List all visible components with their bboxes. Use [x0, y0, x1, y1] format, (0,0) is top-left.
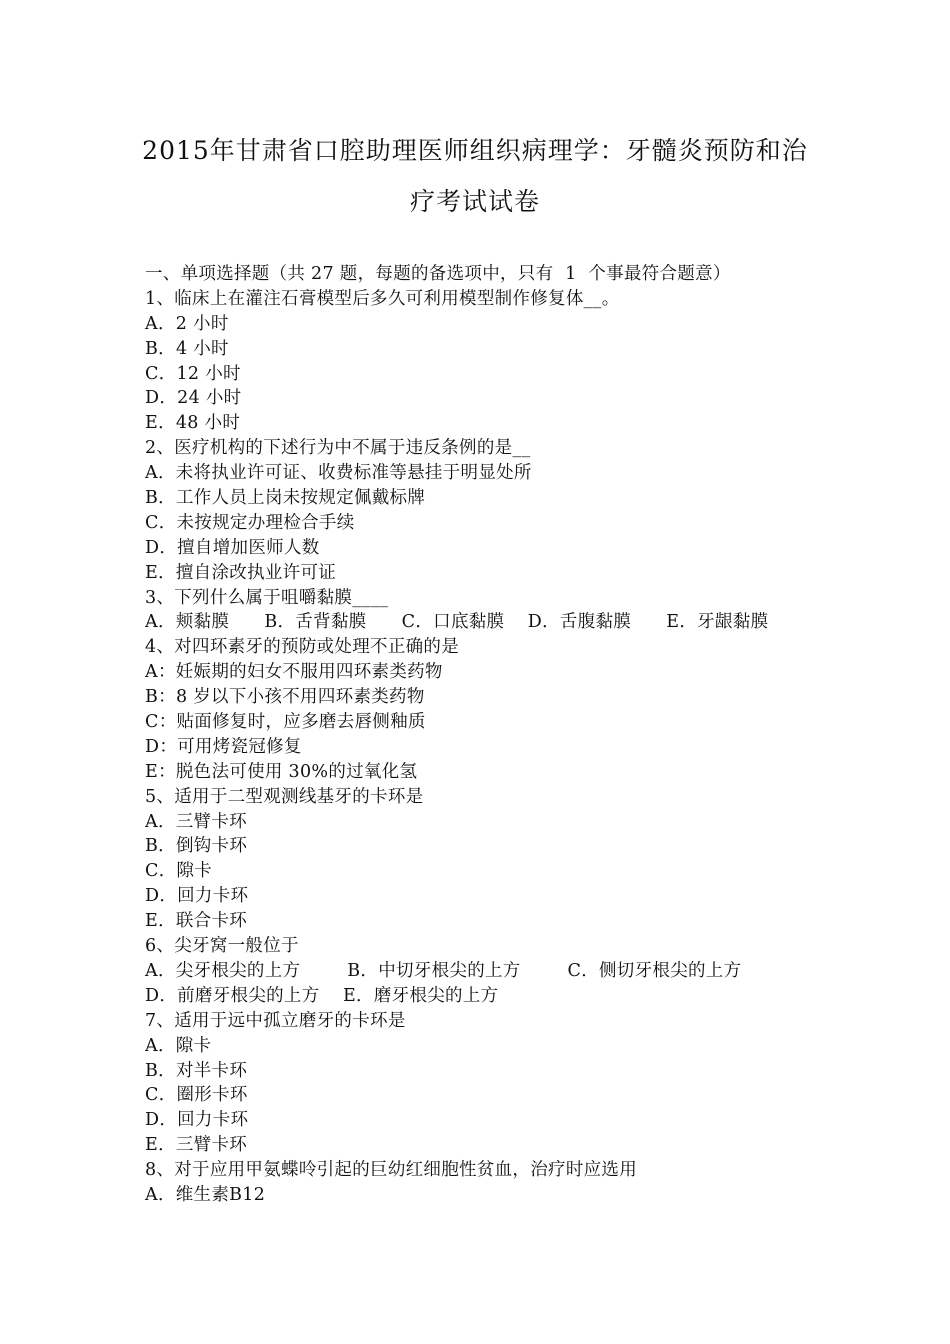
question-1: 1、临床上在灌注石膏模型后多久可利用模型制作修复体__。 [145, 288, 620, 309]
question-7-option-e: E．三臂卡环 [145, 1135, 248, 1156]
question-4-option-c: C：贴面修复时，应多磨去唇侧釉质 [145, 712, 426, 733]
document-body [145, 262, 845, 1208]
question-4-option-a: A：妊娠期的妇女不服用四环素类药物 [145, 662, 443, 683]
question-7: 7、适用于远中孤立磨牙的卡环是 [145, 1010, 406, 1031]
question-3-options: A．颊黏膜 B．舌背黏膜 C．口底黏膜 D．舌腹黏膜 E．牙龈黏膜 [145, 612, 769, 633]
question-4-option-e: E：脱色法可使用 30%的过氧化氢 [145, 761, 418, 782]
question-5-option-e: E．联合卡环 [145, 911, 248, 932]
question-2-option-d: D．擅自增加医师人数 [145, 537, 320, 558]
question-4-option-b: B：8 岁以下小孩不用四环素类药物 [145, 687, 425, 708]
question-1-option-d: D．24 小时 [145, 388, 242, 409]
question-2-option-c: C．未按规定办理检合手续 [145, 512, 355, 533]
question-4-option-d: D：可用烤瓷冠修复 [145, 736, 302, 757]
question-2-option-e: E．擅自涂改执业许可证 [145, 562, 337, 583]
question-1-option-b: B．4 小时 [145, 338, 229, 359]
question-7-option-d: D．回力卡环 [145, 1110, 249, 1131]
document-title-line-1: 2015年甘肃省口腔助理医师组织病理学：牙髓炎预防和治 [142, 136, 808, 165]
question-7-option-b: B．对半卡环 [145, 1060, 248, 1081]
question-2-option-a: A．未将执业许可证、收费标准等悬挂于明显处所 [145, 463, 532, 484]
question-1-option-e: E．48 小时 [145, 413, 241, 434]
question-5-option-a: A．三臂卡环 [145, 811, 247, 832]
question-6-options-row-2: D．前磨牙根尖的上方 E．磨牙根尖的上方 [145, 985, 499, 1006]
question-5: 5、适用于二型观测线基牙的卡环是 [145, 786, 424, 807]
question-8-option-a: A．维生素B12 [145, 1184, 266, 1205]
question-1-option-a: A．2 小时 [145, 313, 229, 334]
section-heading: 一、单项选择题（共 27 题，每题的备选项中，只有 1 个事最符合题意） [145, 264, 731, 284]
question-7-option-a: A．隙卡 [145, 1035, 212, 1056]
question-4: 4、对四环素牙的预防或处理不正确的是 [145, 637, 460, 658]
question-8: 8、对于应用甲氨蝶呤引起的巨幼红细胞性贫血，治疗时应选用 [145, 1160, 638, 1181]
question-3: 3、下列什么属于咀嚼黏膜____ [145, 587, 389, 608]
document-title-line-2: 疗考试试卷 [409, 187, 540, 216]
question-5-option-b: B．倒钩卡环 [145, 836, 248, 857]
question-6-options-row-1: A．尖牙根尖的上方 B．中切牙根尖的上方 C．侧切牙根尖的上方 [145, 960, 742, 981]
question-5-option-d: D．回力卡环 [145, 886, 249, 907]
question-7-option-c: C．圈形卡环 [145, 1085, 248, 1106]
question-1-option-c: C．12 小时 [145, 363, 241, 384]
question-2-option-b: B．工作人员上岗未按规定佩戴标牌 [145, 488, 426, 509]
question-6: 6、尖牙窝一般位于 [145, 936, 299, 957]
question-2: 2、医疗机构的下述行为中不属于违反条例的是__ [145, 438, 531, 459]
question-5-option-c: C．隙卡 [145, 861, 213, 882]
